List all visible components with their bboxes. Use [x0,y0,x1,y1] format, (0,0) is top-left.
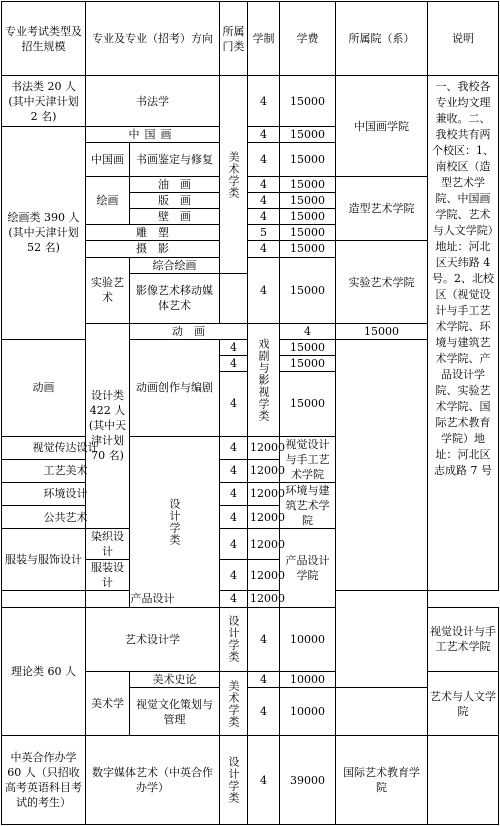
fee-cell: 15000 [280,177,336,193]
header-group: 所属门类 [220,2,248,76]
subgroup-cell: 服装与服饰设计 [2,529,86,591]
college-cell: 视觉设计与手工艺术学院 [280,436,336,482]
major-cell: 工艺美术 [2,459,130,482]
group-cell: 设计学类 [220,607,248,671]
header-category: 专业考试类型及招生规模 [2,2,86,76]
years-cell: 4 [248,209,280,225]
major-cell: 数字媒体艺术（中英合作办学） [86,736,220,825]
fee-cell: 15000 [280,209,336,225]
fee-cell: 15000 [280,225,336,241]
fee-cell: 15000 [280,76,336,126]
fee-cell: 15000 [280,126,336,142]
major-cell: 摄 影 [86,241,220,257]
college-cell: 实验艺术学院 [336,241,428,323]
years-cell: 4 [248,177,280,193]
fee-cell: 15000 [280,372,336,436]
years-cell: 4 [248,671,280,687]
admission-table [1,1,499,825]
group-cell: 戏剧与影视学类 [248,323,280,436]
major-cell: 油 画 [130,177,220,193]
college-cell: 产品设计学院 [280,529,336,607]
fee-cell: 12000 [248,459,280,482]
major-cell: 染织设计 [86,529,130,560]
category-cell: 绘画类 390 人(其中天津计划 52 名) [2,126,86,339]
years-cell: 4 [248,607,280,671]
header-college: 所属院（系） [336,2,428,76]
notes-cell: 一、我校各专业均文理兼收。二、我校共有两个校区：1、南校区（造型艺术学院、中国画学院、艺术与人文学院）地址：河北区天纬路 4 号。2、北校区（视觉设计与手工艺术学院、环境与建筑艺术学院、产品设计学院、实验艺术学院、国际艺术教育学院）地址：河北区志成路 7 号 [428,76,499,591]
category-cell-empty [2,591,86,607]
major-cell: 动画创作与编剧 [130,339,220,436]
header-major: 专业及专业（招考）方向 [86,2,220,76]
fee-cell: 10000 [280,607,336,671]
group-cell: 美术学类 [220,76,248,273]
major-cell: 公共艺术 [2,505,130,528]
years-cell: 4 [220,505,248,528]
fee-cell: 12000 [248,529,280,560]
fee-cell: 12000 [248,482,280,505]
fee-cell: 15000 [336,323,428,339]
college-cell: 环境与建筑艺术学院 [280,482,336,528]
major-cell: 版 画 [130,193,220,209]
fee-cell: 10000 [280,688,336,736]
college-cell: 国际艺术教育学院 [336,736,428,825]
category-cell: 理论类 60 人 [2,607,86,736]
major-cell: 综合绘画 [130,257,220,273]
years-cell: 5 [248,225,280,241]
years-cell: 4 [220,560,248,591]
fee-cell: 15000 [280,356,336,372]
years-cell: 4 [220,436,248,459]
years-cell: 4 [248,257,280,323]
group-cell: 美术学类 [220,671,248,735]
header-fee: 学费 [280,2,336,76]
major-cell: 书法学 [86,76,220,126]
group-cell: 设计学类 [130,436,220,607]
subgroup-cell: 动画 [2,339,86,436]
years-cell: 4 [220,356,248,372]
subgroup-cell: 中国画 [86,142,130,176]
fee-cell: 15000 [280,142,336,176]
major-cell: 雕 塑 [86,225,220,241]
college-cell: 中国画学院 [336,76,428,177]
major-cell: 环境设计 [2,482,130,505]
group-cell-empty [220,273,248,323]
fee-cell: 15000 [280,257,336,323]
fee-cell: 15000 [280,241,336,257]
college-cell: 造型艺术学院 [336,177,428,241]
major-cell: 视觉文化策划与管理 [130,688,220,736]
years-cell: 4 [248,736,280,825]
years-cell: 4 [220,482,248,505]
fee-cell: 12000 [248,591,280,607]
major-cell: 产品设计 [86,591,220,607]
major-cell: 视觉传达设计 [2,436,130,459]
years-cell: 4 [248,76,280,126]
subgroup-cell: 实验艺术 [86,257,130,323]
years-cell: 4 [248,142,280,176]
header-years: 学制 [248,2,280,76]
years-cell: 4 [248,688,280,736]
years-cell: 4 [220,372,248,436]
category-cell: 书法类 20 人(其中天津计划 2 名) [2,76,86,126]
fee-cell: 39000 [280,736,336,825]
major-cell: 动 画 [130,323,248,339]
category-cell: 中英合作办学 60 人（只招收高考英语科目考试的考生） [2,736,86,825]
years-cell: 4 [220,459,248,482]
major-cell: 美术史论 [130,671,220,687]
notes-cell-empty [336,591,428,688]
header-note: 说明 [428,2,499,76]
major-cell: 艺术设计学 [86,607,220,671]
group-cell: 设计学类 [220,736,248,825]
fee-cell: 15000 [280,339,336,355]
major-cell: 影像艺术移动媒体艺术 [130,273,220,323]
notes-cell-empty [428,736,499,825]
college-cell: 视觉设计与手工艺术学院 [428,607,499,671]
category-cell: 设计类 422 人(其中天津计划 70 名) [86,323,130,528]
fee-cell: 12000 [248,505,280,528]
years-cell: 4 [220,591,248,607]
years-cell: 4 [280,323,336,339]
years-cell: 4 [220,529,248,560]
subgroup-cell: 绘画 [86,177,130,225]
major-cell: 中国画 [86,126,220,142]
years-cell: 4 [248,126,280,142]
fee-cell: 12000 [248,560,280,591]
fee-cell: 12000 [248,436,280,459]
major-cell: 壁 画 [130,209,220,225]
fee-cell: 15000 [280,193,336,209]
fee-cell: 10000 [280,671,336,687]
years-cell: 4 [248,241,280,257]
subgroup-cell: 美术学 [86,671,130,735]
major-cell: 书画鉴定与修复 [130,142,220,176]
college-cell: 艺术与人文学院 [428,671,499,735]
years-cell: 4 [220,339,248,355]
years-cell: 4 [248,193,280,209]
major-cell: 服装设计 [86,560,130,591]
